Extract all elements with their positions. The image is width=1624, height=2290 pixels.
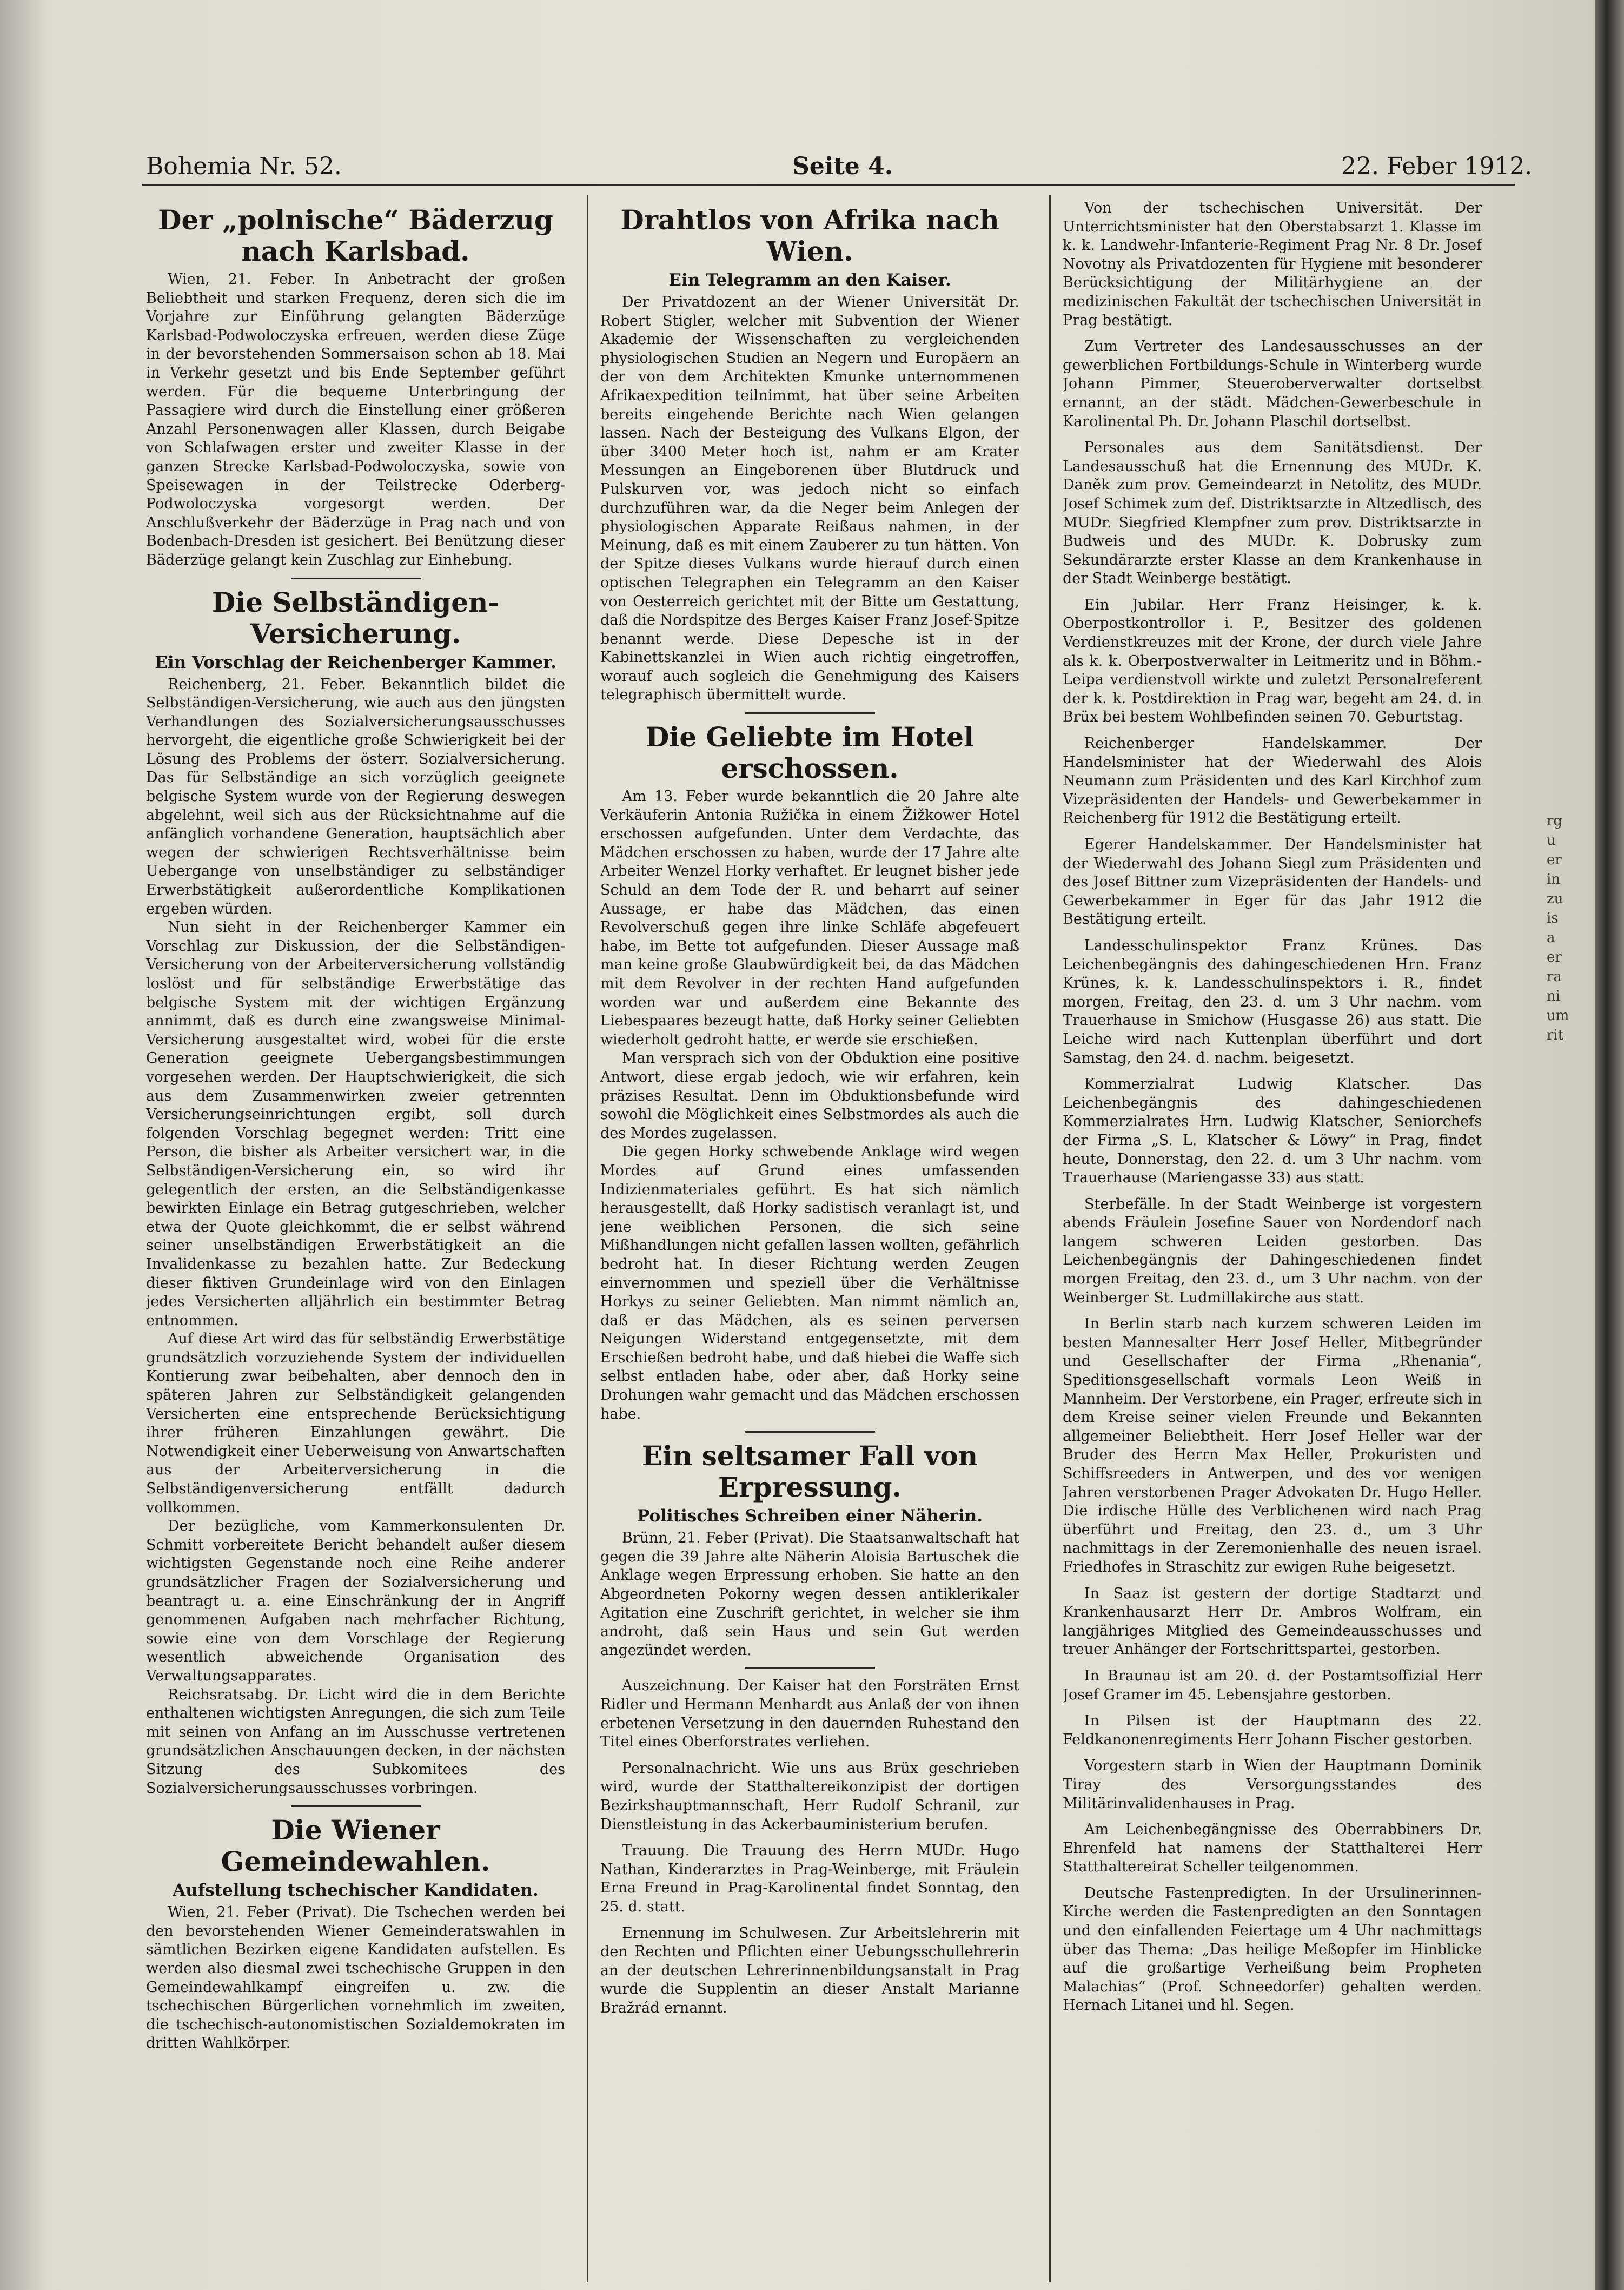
news-item: In Berlin starb nach kurzem schweren Leiden im besten Mannesalter Herr Josef Heller, Mitbegründer und Gesellschafter der Firma „Rhenania“, Speditionsgesellschaft vormals Leon Weiß in Mannheim. Der Verstorbene, ein Prager, erfreute sich in dem Kreise seiner vielen Freunde und Bekannten allgemeiner Beliebtheit. Herr Josef Heller war der Bruder des Herrn Max Heller, Prokuristen und Schiffsreeders in Antwerpen, und des vor wenigen Jahren verstorbenen Prager Advokaten Dr. Hugo Heller. Die irdische Hülle des Verblichenen wird nach Prag überführt und Freitag, den 23. d., um 3 Uhr nachmittags in der Zeremonienhalle des neuen israel. Friedhofes in Straschitz zur ewigen Ruhe beigesetzt. bbox=[1063, 1315, 1482, 1576]
article-subhead: Aufstellung tschechischer Kandidaten. bbox=[173, 1881, 539, 1901]
header-rule bbox=[142, 184, 1515, 186]
margin-fragment: u bbox=[1547, 832, 1556, 849]
news-item: Von der tschechischen Universität. Der Unterrichtsminister hat den Oberstabsarzt 1. Klasse im k. k. Landwehr-Infanterie-Regiment Prag Nr. 8 Dr. Josef Novotny als Privatdozenten für Hygiene mit besonderer Berücksichtigung der Militärhygiene an der medizinischen Fakultät der tschechischen Universität in Prag bestätigt. bbox=[1063, 200, 1482, 329]
article-headline: Drahtlos von Afrika nach Wien. bbox=[620, 204, 999, 267]
article-headline: Die Selbständigen-Versicherung. bbox=[211, 586, 500, 650]
news-item: Reichenberger Handelskammer. Der Handelsminister hat der Wiederwahl des Alois Neumann zum Präsidenten und des Karl Kirchhof zum Vizepräsidenten der Handels- und Gewerbekammer in Reichenberg für 1912 die Bestätigung erteilt. bbox=[1063, 735, 1482, 827]
header-date: 22. Feber 1912. bbox=[1341, 153, 1533, 180]
article-selbstaendigen bbox=[146, 587, 565, 1798]
margin-fragment: in bbox=[1547, 871, 1561, 888]
article-body: Der Privatdozent an der Wiener Universität Dr. Robert Stigler, welcher mit Subvention der Wiener Akademie der Wissenschaften zu vergleichenden physiologischen Studien an Negern und Europäern an der von dem Architekten Kmunke unternommenen Afrikaexpedition teilnimmt, hat über seine Arbeiten bereits eingehende Berichte nach Wien gelangen lassen. Nach der Besteigung des Vulkans Elgon, der über 3400 Meter hoch ist, nahm er am Krater Messungen an Eingeborenen über Blutdruck und Pulskurven vor, was jedoch nicht so einfach durchzuführen war, da die Neger beim Anlegen der physiologischen Apparate Reißaus nahmen, in der Meinung, daß es mit einem Zauberer zu tun hätten. Von der Spitze dieses Vulkans wurde hierauf durch einen optischen Telegraphen ein Telegramm an den Kaiser von Oesterreich gerichtet mit der Bitte um Gestattung, daß die Nordspitze des Berges Kaiser Franz Josef-Spitze benannt werde. Diese Depesche ist in der Kabinettskanzlei in Wien auch richtig eingetroffen, worauf auch sogleich die Genehmigung des Kaisers telegraphisch übermittelt wurde. bbox=[600, 294, 1019, 704]
article-paragraph: Reichsratsabg. Dr. Licht wird die in dem Berichte enthaltenen wichtigsten Anregungen, die sich zum Teile mit seinen von Anfang an im Ausschusse vertretenen grundsätzlichen Anschauungen decken, in der nächsten Sitzung des Subkomitees des Sozialversicherungsausschusses vorbringen. bbox=[146, 1686, 565, 1797]
news-item: Ein Jubilar. Herr Franz Heisinger, k. k. Oberpostkontrollor i. P., Besitzer des goldenen Verdienstkreuzes mit der Krone, der durch viele Jahre als k. k. Oberpostverwalter in Leitmeritz und in Böhm.-Leipa verdienstvoll wirkte und zuletzt Personalreferent der k. k. Postdirektion in Prag war, begeht am 24. d. in Brüx bei bestem Wohlbefinden seinen 70. Geburtstag. bbox=[1063, 596, 1482, 726]
article-geliebte bbox=[600, 722, 1019, 1424]
news-item: In Braunau ist am 20. d. der Postamtsoffizial Herr Josef Gramer im 45. Lebensjahre gestorben. bbox=[1063, 1667, 1482, 1703]
article-headline: Die Geliebte im Hotel erschossen. bbox=[646, 721, 974, 785]
column-rule bbox=[587, 195, 588, 2282]
column-3 bbox=[1063, 199, 1482, 2276]
adjacent-page-edge bbox=[1595, 0, 1624, 2290]
article-subhead: Politisches Schreiben einer Näherin. bbox=[637, 1506, 983, 1526]
article-paragraph: Die gegen Horky schwebende Anklage wird wegen Mordes auf Grund eines umfassenden Indizienmateriales geführt. Es hat sich nämlich herausgestellt, daß Horky sadistisch veranlagt ist, und jene weiblichen Personen, die sich seine Mißhandlungen nicht gefallen lassen wollten, gefährlich bedroht hat. In dieser Richtung werden Zeugen einvernommen und speziell über die Verhältnisse Horkys zu seiner Geliebten. Man nimmt nämlich an, daß er das Mädchen, als es seinen perversen Neigungen Widerstand entgegensetzte, mit dem Erschießen bedroht habe, und daß hiebei die Waffe sich selbst entladen habe, oder aber, daß Horky seine Drohungen wahr gemacht und das Mädchen erschossen habe. bbox=[600, 1143, 1019, 1422]
article-paragraph: Reichenberg, 21. Feber. Bekanntlich bildet die Selbständigen-Versicherung, wie auch aus den jüngsten Verhandlungen des Sozialversicherungsausschusses hervorgeht, die eigentliche große Schwierigkeit bei der Lösung des Problems der österr. Sozialversicherung. Das für Selbständige an sich vorzüglich geeignete belgische System wurde von der Regierung deswegen abgelehnt, weil sich aus der Rücksichtnahme auf die anfänglich vorhandene Generation, hauptsächlich aber wegen der schwierigen Rechtsverhältnisse beim Uebergange von unselbständiger zu selbständiger Erwerbstätigkeit außerordentliche Komplikationen ergeben würden. bbox=[146, 676, 565, 917]
article-headline: Der „polnische“ Bäderzug nach Karlsbad. bbox=[158, 204, 553, 267]
news-item: In Pilsen ist der Hauptmann des 22. Feldkanonenregiments Herr Johann Fischer gestorben. bbox=[1063, 1712, 1482, 1748]
article-paragraph: Am 13. Feber wurde bekanntlich die 20 Jahre alte Verkäuferin Antonia Ružička in einem Žižkower Hotel erschossen aufgefunden. Unter dem Verdachte, das Mädchen erschossen zu haben, wurde der 17 Jahre alte Arbeiter Wenzel Horky verhaftet. Er leugnet bisher jede Schuld an dem Tode der R. und beharrt auf seiner Aussage, er habe das Mädchen, das einen Revolverschuß gegen ihre linke Schläfe abgefeuert habe, im Bette tot aufgefunden. Dieser Aussage maß man keine große Glaubwürdigkeit bei, da das Mädchen mit dem Revolver in der rechten Hand aufgefunden worden war und außerdem eine Bekannte des Liebespaares bezeugt hatte, daß Horky seiner Geliebten wiederholt gedroht hatte, er werde sie erschießen. bbox=[600, 788, 1019, 1048]
margin-fragment: a bbox=[1547, 930, 1555, 946]
article-gemeindewahlen bbox=[146, 1815, 565, 2053]
section-divider bbox=[291, 1805, 421, 1807]
margin-fragment: um bbox=[1547, 1008, 1569, 1024]
header-page-number: Seite 4. bbox=[792, 153, 893, 180]
article-body: Wien, 21. Feber (Privat). Die Tschechen werden bei den bevorstehenden Wiener Gemeinderatswahlen in sämtlichen Bezirken eigene Kandidaten aufstellen. Es werden also diesmal zwei tschechische Gruppen in den Gemeindewahlkampf eingreifen u. zw. die tschechischen Bürgerlichen vornehmlich im zweiten, die tschechisch-autonomistischen Sozialdemokraten im dritten Wahlkörper. bbox=[146, 1904, 565, 2052]
news-item: Auszeichnung. Der Kaiser hat den Forsträten Ernst Ridler und Hermann Menhardt aus Anlaß der von ihnen erbetenen Versetzung in den dauernden Ruhestand den Titel eines Oberforstrates verliehen. bbox=[600, 1677, 1019, 1751]
news-item: In Saaz ist gestern der dortige Stadtarzt und Krankenhausarzt Herr Dr. Ambros Wolfram, ein langjähriges Mitglied des Gemeindeausschusses und treuer Anhänger der Fortschrittspartei, gestorben. bbox=[1063, 1585, 1482, 1658]
news-item: Ernennung im Schulwesen. Zur Arbeitslehrerin mit den Rechten und Pflichten einer Uebungsschullehrerin an der deutschen Lehrerinnenbildungsanstalt in Prag wurde die Supplentin an dieser Anstalt Marianne Bražrád ernannt. bbox=[600, 1924, 1019, 2016]
section-divider bbox=[291, 578, 421, 579]
margin-fragment: ni bbox=[1547, 988, 1561, 1004]
article-headline: Ein seltsamer Fall von Erpressung. bbox=[641, 1440, 978, 1504]
section-divider bbox=[745, 1431, 875, 1433]
news-item: Vorgestern starb in Wien der Hauptmann Dominik Tiray des Versorgungsstandes des Militärinvalidenhauses in Prag. bbox=[1063, 1757, 1482, 1812]
news-item: Personalnachricht. Wie uns aus Brüx geschrieben wird, wurde der Statthaltereikonzipist der dortigen Bezirkshauptmannschaft, Herr Rudolf Schranil, zur Dienstleistung in das Ackerbauministerium berufen. bbox=[600, 1759, 1019, 1833]
section-divider bbox=[745, 712, 875, 714]
article-subhead: Ein Vorschlag der Reichenberger Kammer. bbox=[155, 652, 556, 672]
adjacent-page-fragments bbox=[1547, 811, 1595, 1045]
article-paragraph: Man versprach sich von der Obduktion eine positive Antwort, diese ergab jedoch, wie wir erfahren, kein präzises Resultat. Denn im Obduktionsbefunde wird sowohl die Möglichkeit eines Selbstmordes als auch die des Mordes zugelassen. bbox=[600, 1050, 1019, 1142]
news-item: Egerer Handelskammer. Der Handelsminister hat der Wiederwahl des Johann Siegl zum Präsidenten und des Josef Bittner zum Vizepräsidenten der Handels- und Gewerbekammer in Eger für das Jahr 1912 die Bestätigung erteilt. bbox=[1063, 836, 1482, 928]
news-item: Sterbefälle. In der Stadt Weinberge ist vorgestern abends Fräulein Josefine Sauer von Nordendorf nach langem schweren Leiden gestorben. Das Leichenbegängnis der Dahingeschiedenen findet morgen Freitag, den 23. d., um 3 Uhr nachm. von der Weinberger St. Ludmillakirche aus statt. bbox=[1063, 1195, 1482, 1306]
margin-fragment: er bbox=[1547, 852, 1562, 868]
news-item: Kommerzialrat Ludwig Klatscher. Das Leichenbegängnis des dahingeschiedenen Kommerzialrates Hrn. Ludwig Klatscher, Seniorchefs der Firma „S. L. Klatscher & Löwy“ in Prag, findet heute, Donnerstag, den 22. d. um 3 Uhr nachm. vom Trauerhause (Mariengasse 33) aus statt. bbox=[1063, 1076, 1482, 1187]
column-rule bbox=[1049, 195, 1051, 2282]
news-item: Zum Vertreter des Landesausschusses an der gewerblichen Fortbildungs-Schule in Winterberg wurde Johann Pimmer, Steueroberverwalter dortselbst ernannt, an der städt. Mädchen-Gewerbeschule in Karolinental Ph. Dr. Johann Plaschil dortselbst. bbox=[1063, 338, 1482, 430]
article-subhead: Ein Telegramm an den Kaiser. bbox=[668, 270, 951, 290]
article-body: Wien, 21. Feber. In Anbetracht der großen Beliebtheit und starken Frequenz, deren sich die im Vorjahre zur Einführung gelangten Bäderzüge Karlsbad-Podwoloczyska erfreuen, werden diese Züge in der bevorstehenden Sommersaison schon ab 18. Mai in Verkehr gesetzt und bis Ende September geführt werden. Für die bequeme Unterbringung der Passagiere wird durch die Einstellung einer größeren Anzahl Personenwagen aller Klassen, durch Beigabe von Schlafwagen erster und zweiter Klasse in der ganzen Strecke Karlsbad-Podwoloczyska, sowie von Speisewagen in der Teilstrecke Oderberg-Podwoloczyska vorgesorgt werden. Der Anschlußverkehr der Bäderzüge in Prag nach und von Bodenbach-Dresden ist gesichert. Bei Benützung dieser Bäderzüge gelangt kein Zuschlag zur Einhebung. bbox=[146, 271, 565, 568]
news-item: Landesschulinspektor Franz Krünes. Das Leichenbegängnis des dahingeschiedenen Hrn. Franz Krünes, k. k. Landesschulinspektors i. R., findet morgen, Freitag, den 23. d. um 3 Uhr nachm. vom Trauerhause in Smichow (Husgasse 26) aus statt. Die Leiche wird nach Kuttenplan überführt und dort Samstag, den 24. d. nachm. beigesetzt. bbox=[1063, 937, 1482, 1067]
margin-fragment: er bbox=[1547, 949, 1562, 965]
section-divider bbox=[745, 1667, 875, 1669]
margin-fragment: rit bbox=[1547, 1027, 1564, 1043]
column-2 bbox=[600, 199, 1019, 2276]
margin-fragment: ra bbox=[1547, 969, 1562, 985]
news-item: Am Leichenbegängnisse des Oberrabbiners Dr. Ehrenfeld hat namens der Statthalterei Herr Statthaltereirat Scheller teilgenommen. bbox=[1063, 1821, 1482, 1876]
article-paragraph: Nun sieht in der Reichenberger Kammer ein Vorschlag zur Diskussion, der die Selbständigen-Versicherung von der Arbeiterversicherung vollständig loslöst und für selbständige Erwerbstätige das belgische System mit der wichtigen Ergänzung annimmt, daß es durch eine zwangsweise Minimal-Versicherung ausgestaltet wird, wobei für die erste Generation geeignete Uebergangsbestimmungen vorgesehen werden. Der Hauptschwierigkeit, die sich aus dem Zusammenwirken zweier getrennten Versicherungseinrichtungen ergibt, soll durch folgenden Vorschlag begegnet werden: Tritt eine Person, die bisher als Arbeiter versichert war, in die Selbständigen-Versicherung ein, so wird ihr gelegentlich der ersten, an die Selbständigenkasse bewirkten Einlage ein Betrag gutgeschrieben, welcher etwa der Quote gleichkommt, die er selbst während seiner unselbständigen Erwerbstätigkeit an die Invalidenkasse zu bezahlen hatte. Zur Bedeckung dieser fiktiven Grundeinlage wird von den Einlagen jedes Versicherten alljährlich ein bestimmter Betrag entnommen. bbox=[146, 919, 565, 1329]
article-paragraph: Auf diese Art wird das für selbständig Erwerbstätige grundsätzlich vorzuziehende System der individuellen Kontierung zwar beibehalten, aber dennoch den in späteren Jahren zur Selbständigkeit gelangenden Versicherten eine entsprechende Berücksichtigung ihrer früheren Einzahlungen gewährt. Die Notwendigkeit einer Ueberweisung von Anwartschaften aus der Arbeiterversicherung in die Selbständigenversicherung entfällt dadurch vollkommen. bbox=[146, 1331, 565, 1516]
margin-fragment: zu bbox=[1547, 891, 1563, 907]
news-item: Trauung. Die Trauung des Herrn MUDr. Hugo Nathan, Kinderarztes in Prag-Weinberge, mit Fräulein Erna Freund in Prag-Karolinental findet Sonntag, den 25. d. statt. bbox=[600, 1842, 1019, 1915]
article-erpressung bbox=[600, 1440, 1019, 1660]
local-notes bbox=[600, 1677, 1019, 2017]
news-item: Personales aus dem Sanitätsdienst. Der Landesausschuß hat die Ernennung des MUDr. K. Daněk zum prov. Gemeindearzt in Netolitz, des MUDr. Josef Schimek zum def. Distriktsarzte in Altzedlisch, des MUDr. Siegfried Klempfner zum prov. Distriktsarzte in Budweis und des MUDr. K. Dobrusky zum Sekundärarzte erster Klasse an dem Krankenhause in der Stadt Weinberge bestätigt. bbox=[1063, 439, 1482, 587]
article-paragraph: Der bezügliche, vom Kammerkonsulenten Dr. Schmitt vorbereitete Bericht behandelt außer diesem wichtigsten Gegenstande noch eine Reihe anderer grundsätzlicher Fragen der Sozialversicherung und beantragt u. a. eine Einschränkung der in Angriff genommenen Aufgaben nach mehrfacher Richtung, sowie eine von dem Vorschlage der Regierung wesentlich abweichende Organisation des Verwaltungsapparates. bbox=[146, 1518, 565, 1684]
article-body: Brünn, 21. Feber (Privat). Die Staatsanwaltschaft hat gegen die 39 Jahre alte Näherin Aloisia Bartuschek die Anklage wegen Erpressung erhoben. Sie hatte an den Abgeordneten Pokorny wegen dessen antiklerikaler Agitation eine Zuschrift gerichtet, in welcher sie ihm androht, daß sein Haus und sein Gut werden angezündet werden. bbox=[600, 1530, 1019, 1659]
article-baederzug bbox=[146, 204, 565, 570]
article-drahtlos bbox=[600, 204, 1019, 705]
margin-fragment: is bbox=[1547, 910, 1559, 926]
margin-fragment: rg bbox=[1547, 813, 1563, 829]
article-headline: Die Wiener Gemeindewahlen. bbox=[221, 1814, 490, 1878]
header-publication: Bohemia Nr. 52. bbox=[146, 153, 342, 180]
news-item: Deutsche Fastenpredigten. In der Ursulinerinnen-Kirche werden die Fastenpredigten an den Sonntagen und den einfallenden Feiertage um 4 Uhr nachmittags über das Thema: „Das heilige Meßopfer im Hinblicke auf die großartige Verheißung beim Propheten Malachias“ (Prof. Schneedorfer) gehalten werden. Hernach Litanei und hl. Segen. bbox=[1063, 1884, 1482, 2014]
page-fold-shadow bbox=[0, 0, 49, 2290]
column-1 bbox=[146, 199, 565, 2276]
